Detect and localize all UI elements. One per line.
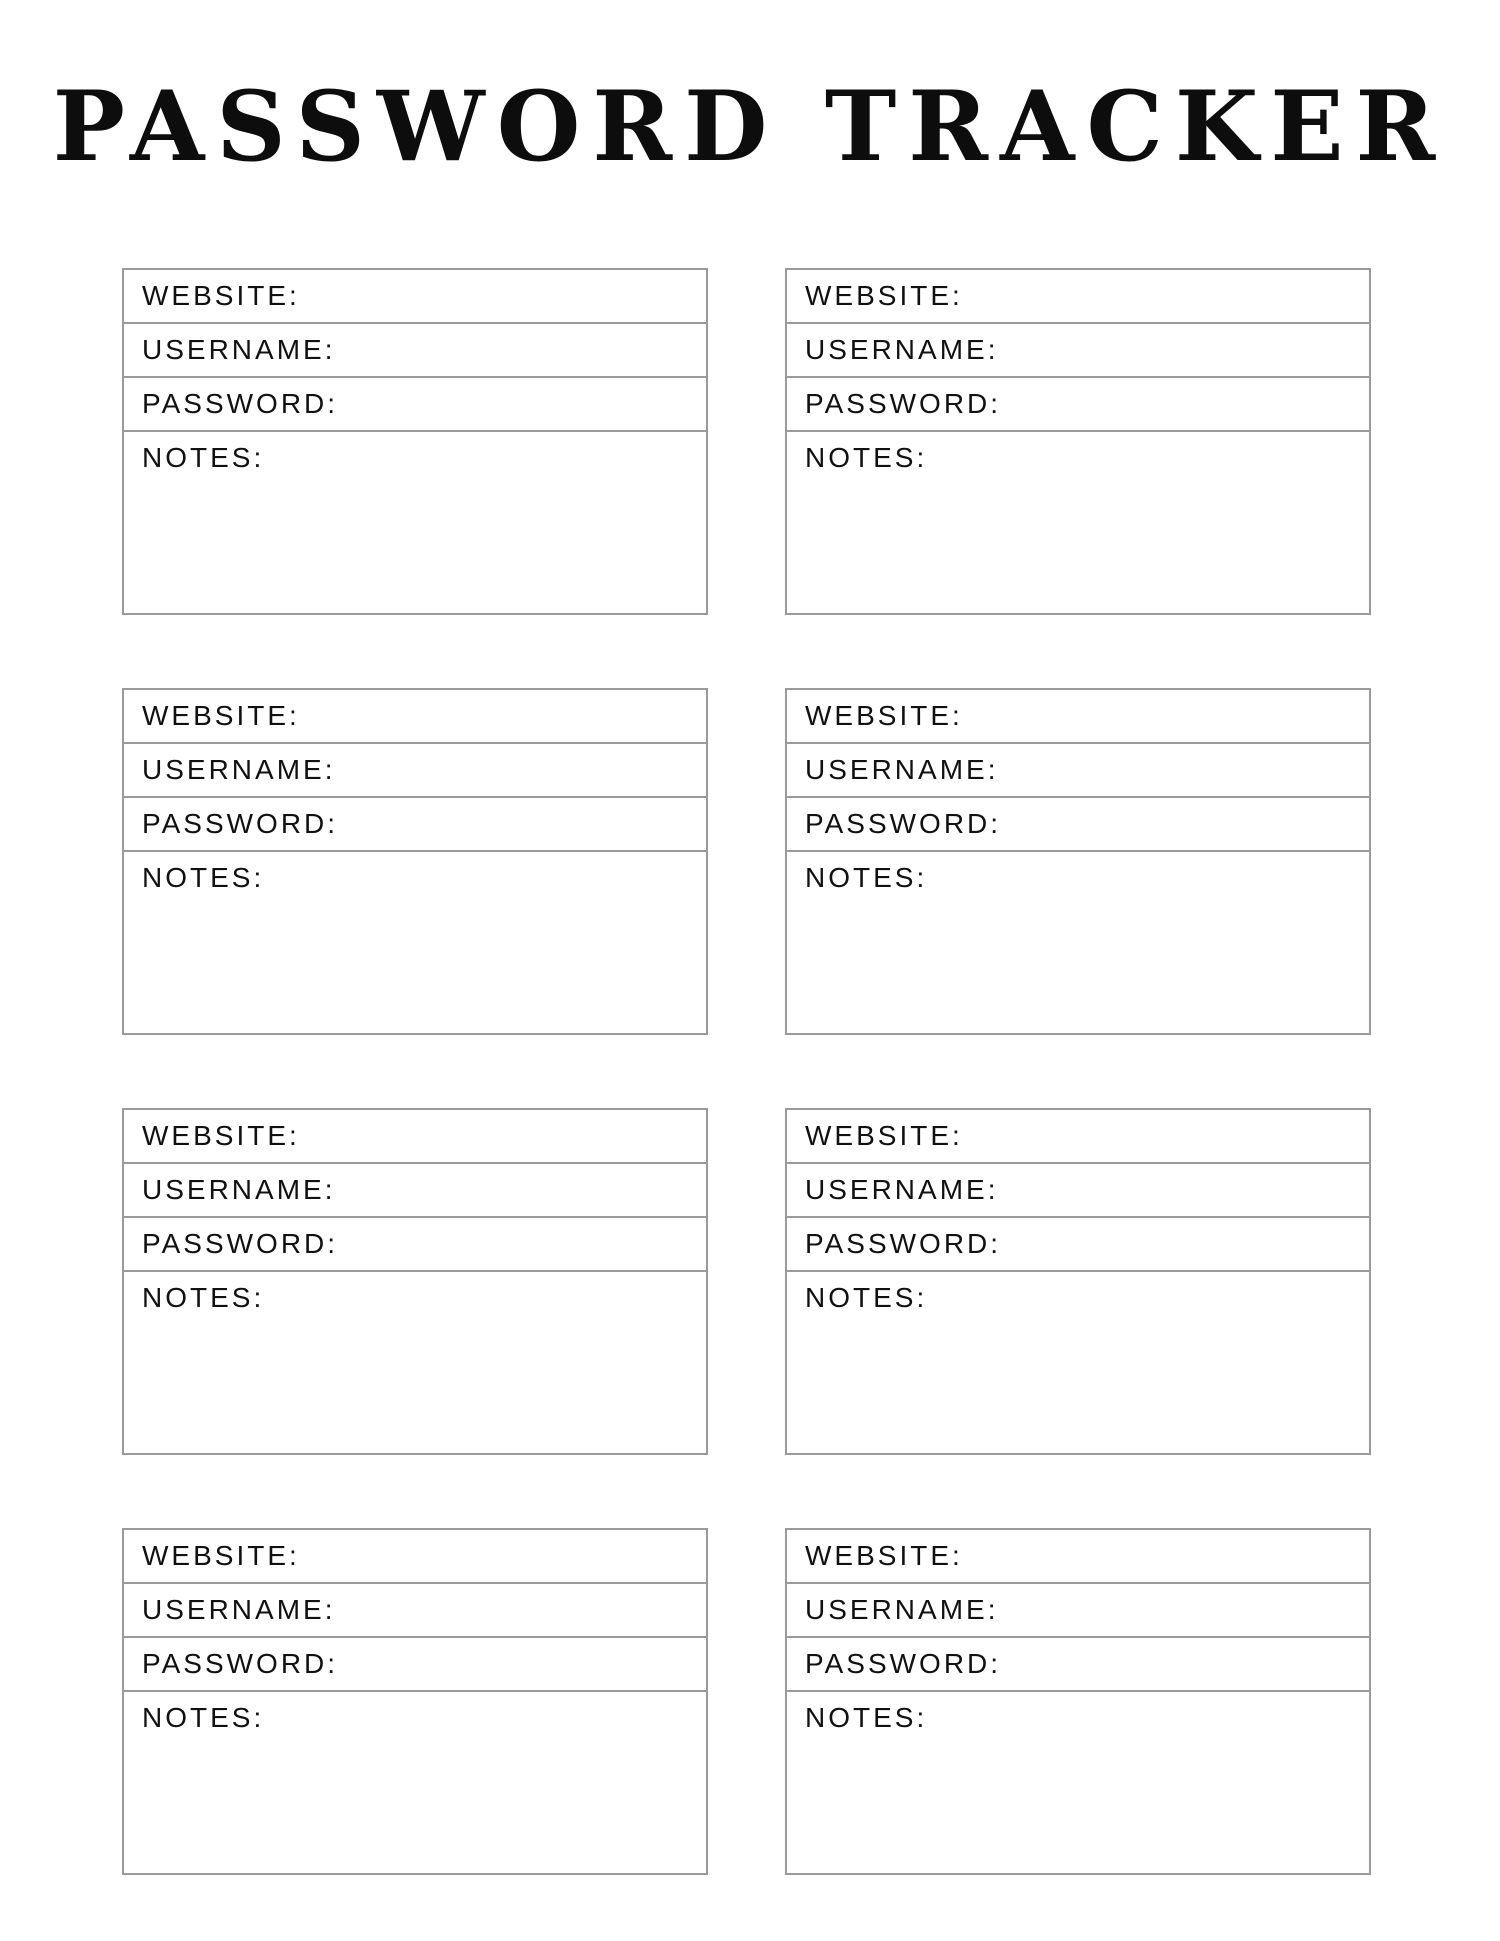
website-field[interactable] xyxy=(787,270,1369,324)
website-field[interactable] xyxy=(124,690,706,744)
website-field[interactable] xyxy=(124,1110,706,1164)
website-label: WEBSITE: xyxy=(142,1540,300,1571)
website-field[interactable] xyxy=(787,1530,1369,1584)
username-label: USERNAME: xyxy=(142,334,336,365)
website-label: WEBSITE: xyxy=(142,280,300,311)
password-field[interactable] xyxy=(787,378,1369,432)
website-label: WEBSITE: xyxy=(805,280,963,311)
password-label: PASSWORD: xyxy=(142,388,339,419)
password-card xyxy=(785,1528,1371,1875)
website-field[interactable] xyxy=(787,1110,1369,1164)
notes-label: NOTES: xyxy=(805,1702,928,1733)
username-label: USERNAME: xyxy=(805,1594,999,1625)
username-label: USERNAME: xyxy=(805,754,999,785)
password-card xyxy=(122,1528,708,1875)
password-card xyxy=(122,1108,708,1455)
password-field[interactable] xyxy=(124,1638,706,1692)
password-field[interactable] xyxy=(787,798,1369,852)
password-field[interactable] xyxy=(787,1218,1369,1272)
notes-label: NOTES: xyxy=(142,1702,265,1733)
username-label: USERNAME: xyxy=(142,1174,336,1205)
website-field[interactable] xyxy=(124,1530,706,1584)
password-card xyxy=(785,268,1371,615)
password-field[interactable] xyxy=(124,798,706,852)
notes-label: NOTES: xyxy=(142,1282,265,1313)
username-label: USERNAME: xyxy=(142,1594,336,1625)
page-title: PASSWORD TRACKER xyxy=(52,70,1448,183)
notes-label: NOTES: xyxy=(142,862,265,893)
username-field[interactable] xyxy=(787,744,1369,798)
password-field[interactable] xyxy=(787,1638,1369,1692)
username-field[interactable] xyxy=(124,1584,706,1638)
password-card xyxy=(122,688,708,1035)
password-label: PASSWORD: xyxy=(142,1228,339,1259)
username-field[interactable] xyxy=(124,744,706,798)
notes-field[interactable] xyxy=(124,432,706,474)
username-field[interactable] xyxy=(124,1164,706,1218)
notes-field[interactable] xyxy=(787,1692,1369,1734)
website-label: WEBSITE: xyxy=(805,1540,963,1571)
username-field[interactable] xyxy=(787,1584,1369,1638)
notes-field[interactable] xyxy=(787,432,1369,474)
password-label: PASSWORD: xyxy=(805,1228,1002,1259)
website-label: WEBSITE: xyxy=(805,1120,963,1151)
notes-field[interactable] xyxy=(124,1692,706,1734)
password-card xyxy=(785,1108,1371,1455)
website-label: WEBSITE: xyxy=(142,700,300,731)
password-label: PASSWORD: xyxy=(142,808,339,839)
website-label: WEBSITE: xyxy=(805,700,963,731)
password-field[interactable] xyxy=(124,1218,706,1272)
notes-label: NOTES: xyxy=(805,862,928,893)
password-label: PASSWORD: xyxy=(805,808,1002,839)
password-label: PASSWORD: xyxy=(805,388,1002,419)
username-field[interactable] xyxy=(787,1164,1369,1218)
password-card xyxy=(785,688,1371,1035)
notes-field[interactable] xyxy=(124,852,706,894)
notes-label: NOTES: xyxy=(805,1282,928,1313)
username-label: USERNAME: xyxy=(142,754,336,785)
website-field[interactable] xyxy=(787,690,1369,744)
password-label: PASSWORD: xyxy=(805,1648,1002,1679)
password-card xyxy=(122,268,708,615)
username-label: USERNAME: xyxy=(805,1174,999,1205)
notes-field[interactable] xyxy=(787,1272,1369,1314)
website-field[interactable] xyxy=(124,270,706,324)
username-label: USERNAME: xyxy=(805,334,999,365)
website-label: WEBSITE: xyxy=(142,1120,300,1151)
notes-label: NOTES: xyxy=(142,442,265,473)
notes-field[interactable] xyxy=(787,852,1369,894)
notes-label: NOTES: xyxy=(805,442,928,473)
password-field[interactable] xyxy=(124,378,706,432)
password-label: PASSWORD: xyxy=(142,1648,339,1679)
username-field[interactable] xyxy=(124,324,706,378)
username-field[interactable] xyxy=(787,324,1369,378)
notes-field[interactable] xyxy=(124,1272,706,1314)
